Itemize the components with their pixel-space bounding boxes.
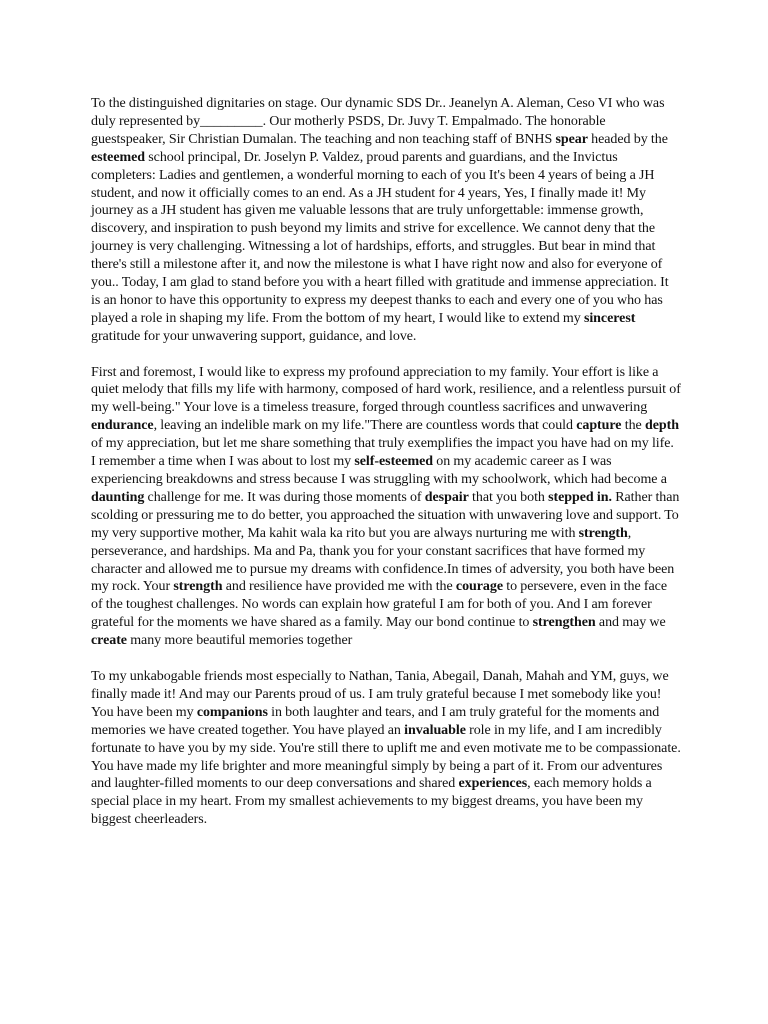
text-run: of my appreciation, but let me share something that truly exemplifies the impact you have had on my life. I remember a time when I was about to lost my — [91, 436, 674, 470]
text-run: and may we — [595, 615, 666, 631]
text-run: headed by the — [587, 131, 668, 147]
document-page — [91, 95, 681, 829]
bold-term: sincerest — [583, 310, 636, 326]
text-run: to persevere, even in the face of the toughest challenges. No words can explain how grateful I am for both of you. And I am forever grateful for the moments we have shared as a family. May our bond continue to — [91, 579, 667, 631]
text-run: and resilience have provided me with the — [222, 579, 456, 595]
text-run: , leaving an indelible mark on my life."There are countless words that could — [153, 418, 577, 434]
bold-term: companions — [196, 704, 268, 720]
text-run: To my unkabogable friends most especially to Nathan, Tania, Abegail, Danah, Mahah and YM, guys, we finally made it! And may our Parents proud of us. I am truly grateful because I met somebody like you! You have been my — [91, 668, 669, 720]
text-run: challenge for me. It was during those moments of — [144, 489, 425, 505]
text-run: To the distinguished dignitaries on stage. Our dynamic SDS Dr.. Jeanelyn A. Aleman, Ceso VI who was duly represented by_________. Our motherly PSDS, Dr. Juvy T. Empalmado. The honorable guestspeaker, Sir Christian Dumalan. The teaching and non teaching staff of BNHS — [91, 96, 665, 147]
text-run: , each memory holds a special place in my heart. From my smallest achievements to my biggest dreams, you have been my biggest cheerleaders. — [91, 776, 652, 828]
paragraph-friends — [91, 668, 681, 829]
bold-term: strengthen — [532, 615, 596, 631]
text-run: , perseverance, and hardships. Ma and Pa, thank you for your constant sacrifices that have formed my character and allowed me to pursue my dreams with confidence.In times of adversity, you both have been my rock. Your — [91, 525, 675, 595]
bold-term: spear — [555, 131, 588, 147]
text-run: Rather than scolding or pressuring me to do better, you approached the situation with unwavering love and support. To my very supportive mother, Ma kahit wala ka rito but you are always nurturing me with — [91, 489, 680, 541]
text-run: the — [621, 418, 645, 434]
paragraph-opening — [91, 95, 681, 346]
bold-term: strength — [578, 525, 628, 541]
bold-term: strength — [173, 579, 223, 595]
bold-term: endurance — [91, 418, 154, 434]
text-run: school principal, Dr. Joselyn P. Valdez, proud parents and guardians, and the Invictus completers: Ladies and gentlemen, a wonderful morning to each of you It's been 4 years of being a JH student, and now it officially comes to an end. As a JH student for 4 years, Yes, I finally made it! My journey as a JH student has given me valuable lessons that are truly unforgettable: immense growth, discovery, and inspiration to push beyond my limits and strive for excellence. We cannot deny that the journey is very challenging. Witnessing a lot of hardships, efforts, and struggles. But bear in mind that there's still a milestone after it, and now the milestone is what I have right now and also for everyone of you.. Today, I am glad to stand before you with a heart filled with gratitude and immense appreciation. It is an honor to have this opportunity to express my deepest thanks to each and every one of you who has played a role in shaping my life. From the bottom of my heart, I would like to extend my — [91, 149, 669, 326]
text-run: on my academic career as I was experiencing breakdowns and stress because I was struggling with my schoolwork, which had become a — [91, 454, 667, 488]
bold-term: esteemed — [91, 149, 146, 165]
text-run: that you both — [468, 489, 549, 505]
bold-term: create — [91, 633, 127, 649]
bold-term: despair — [424, 489, 469, 505]
bold-term: self-esteemed — [354, 454, 434, 470]
bold-term: daunting — [91, 489, 145, 505]
bold-term: capture — [576, 418, 622, 434]
bold-term: stepped in. — [548, 489, 612, 505]
text-run: many more beautiful memories together — [126, 633, 353, 649]
bold-term: experiences — [458, 776, 528, 792]
bold-term: courage — [455, 579, 503, 595]
text-run: gratitude for your unwavering support, guidance, and love. — [91, 328, 417, 344]
paragraph-family — [91, 364, 681, 651]
bold-term: invaluable — [404, 722, 466, 738]
bold-term: depth — [644, 418, 679, 434]
text-run: in both laughter and tears, and I am truly grateful for the moments and memories we have created together. You have played an — [91, 704, 660, 738]
text-run: role in my life, and I am incredibly fortunate to have you by my side. You're still there to uplift me and even motivate me to be compassionate. You have made my life brighter and more meaningful simply by being a part of it. From our adventures and laughter-filled moments to our deep conversations and shared — [91, 722, 681, 792]
text-run: First and foremost, I would like to express my profound appreciation to my family. Your effort is like a quiet melody that fills my life with harmony, composed of hard work, resilience, and a relentless pursuit of my well-being." Your love is a timeless treasure, forged through countless sacrifices and unwavering — [91, 364, 681, 416]
